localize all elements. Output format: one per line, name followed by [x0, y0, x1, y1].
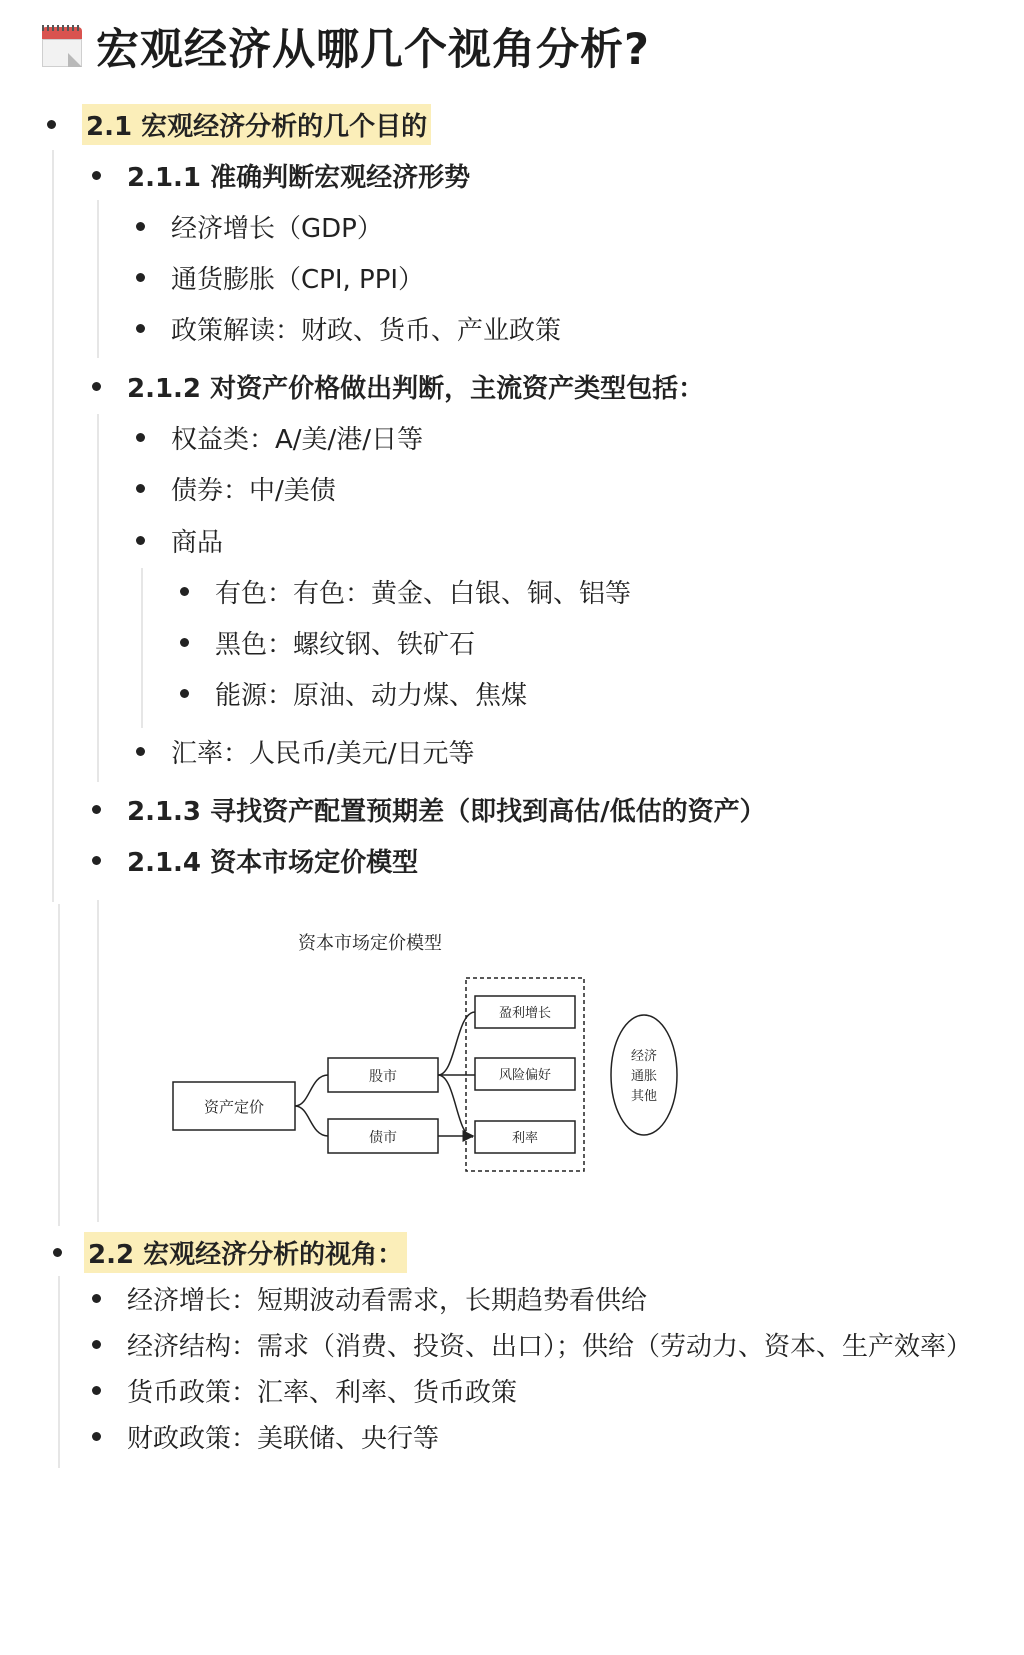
subsection-heading: 2.1.2 对资产价格做出判断，主流资产类型包括：	[127, 373, 705, 404]
list-item	[136, 729, 475, 773]
bullet	[180, 638, 189, 647]
bullet	[180, 689, 189, 698]
guide-line	[58, 1276, 60, 1468]
bullet	[53, 1248, 62, 1257]
bullet	[92, 1340, 101, 1349]
list-item	[180, 569, 631, 613]
list-item-text: 通货膨胀（CPI, PPI）	[171, 264, 425, 295]
diagram-title: 资本市场定价模型	[298, 933, 442, 954]
list-item-sub2	[92, 364, 704, 408]
bullet	[92, 1294, 101, 1303]
list-item	[136, 306, 561, 350]
guide-line	[58, 904, 60, 1226]
pricing-model-diagram	[170, 925, 730, 1215]
list-item	[180, 620, 475, 664]
connector-stock-rate	[438, 1075, 473, 1137]
section-heading: 2.1 宏观经济分析的几个目的	[82, 104, 431, 145]
list-item	[136, 204, 383, 248]
list-item-text: 经济结构：需求（消费、投资、出口）；供给（劳动力、资本、生产效率）	[127, 1331, 973, 1362]
rate-label: 利率	[511, 1131, 539, 1146]
asset-pricing-label: 资产定价	[203, 1098, 265, 1116]
page-title: 宏观经济从哪几个视角分析?	[96, 24, 650, 75]
oval-label-economy: 经济	[630, 1049, 658, 1064]
title-row	[42, 14, 650, 78]
calendar-icon	[42, 25, 82, 67]
guide-line	[97, 900, 99, 1222]
list-item-text: 经济增长（GDP）	[171, 213, 383, 244]
list-item-text: 有色：有色：黄金、白银、铜、铝等	[215, 578, 632, 609]
subsection-heading: 2.1.1 准确判断宏观经济形势	[127, 162, 471, 193]
bullet	[136, 273, 145, 282]
list-item	[92, 1322, 972, 1366]
bullet	[180, 587, 189, 596]
list-item-text: 货币政策：汇率、利率、货币政策	[127, 1377, 518, 1408]
subsection-heading: 2.1.4 资本市场定价模型	[127, 847, 419, 878]
bullet	[92, 1432, 101, 1441]
oval-label-other: 其他	[630, 1089, 658, 1104]
connector-pricing-stock	[295, 1075, 328, 1106]
list-item	[136, 255, 424, 299]
list-item-sec2	[53, 1230, 407, 1274]
section-heading: 2.2 宏观经济分析的视角：	[84, 1232, 407, 1273]
list-item-text: 能源：原油、动力煤、焦煤	[215, 680, 528, 711]
guide-line	[97, 200, 99, 358]
list-item-sub4	[92, 838, 418, 882]
bullet	[92, 171, 101, 180]
list-item	[136, 466, 336, 510]
guide-line	[52, 150, 54, 902]
subsection-heading: 2.1.3 寻找资产配置预期差（即找到高估/低估的资产）	[127, 796, 766, 827]
list-item	[136, 415, 423, 459]
list-item-text: 经济增长：短期波动看需求，长期趋势看供给	[127, 1285, 648, 1316]
guide-line	[141, 568, 143, 728]
list-item-text: 债券：中/美债	[171, 475, 336, 506]
list-item-text: 商品	[171, 527, 224, 558]
risk-label: 风险偏好	[498, 1068, 552, 1083]
list-item-text: 权益类：A/美/港/日等	[171, 424, 424, 455]
list-item	[180, 671, 527, 715]
bullet	[92, 1386, 101, 1395]
bullet	[136, 433, 145, 442]
connector-stock-earnings	[438, 1012, 475, 1075]
stock-label: 股市	[369, 1069, 397, 1085]
list-item-sec1	[47, 102, 431, 146]
bullet	[136, 484, 145, 493]
list-item-text: 政策解读：财政、货币、产业政策	[171, 315, 562, 346]
list-item	[136, 518, 223, 562]
guide-line	[97, 414, 99, 782]
earnings-label: 盈利增长	[498, 1006, 552, 1021]
connector-pricing-bond	[295, 1106, 328, 1136]
list-item-sub1	[92, 153, 470, 197]
bullet	[136, 324, 145, 333]
list-item-text: 汇率：人民币/美元/日元等	[171, 738, 475, 769]
oval-label-inflation: 通胀	[630, 1069, 658, 1084]
bullet	[92, 856, 101, 865]
bullet	[92, 805, 101, 814]
list-item	[92, 1368, 517, 1412]
bullet	[92, 382, 101, 391]
bullet	[47, 120, 56, 129]
list-item-text: 财政政策：美联储、央行等	[127, 1423, 440, 1454]
list-item	[92, 1276, 647, 1320]
bullet	[136, 222, 145, 231]
list-item-sub3	[92, 787, 766, 831]
bullet	[136, 536, 145, 545]
bond-label: 债市	[369, 1130, 397, 1146]
list-item	[92, 1414, 439, 1458]
bullet	[136, 747, 145, 756]
list-item-text: 黑色：螺纹钢、铁矿石	[215, 629, 476, 660]
